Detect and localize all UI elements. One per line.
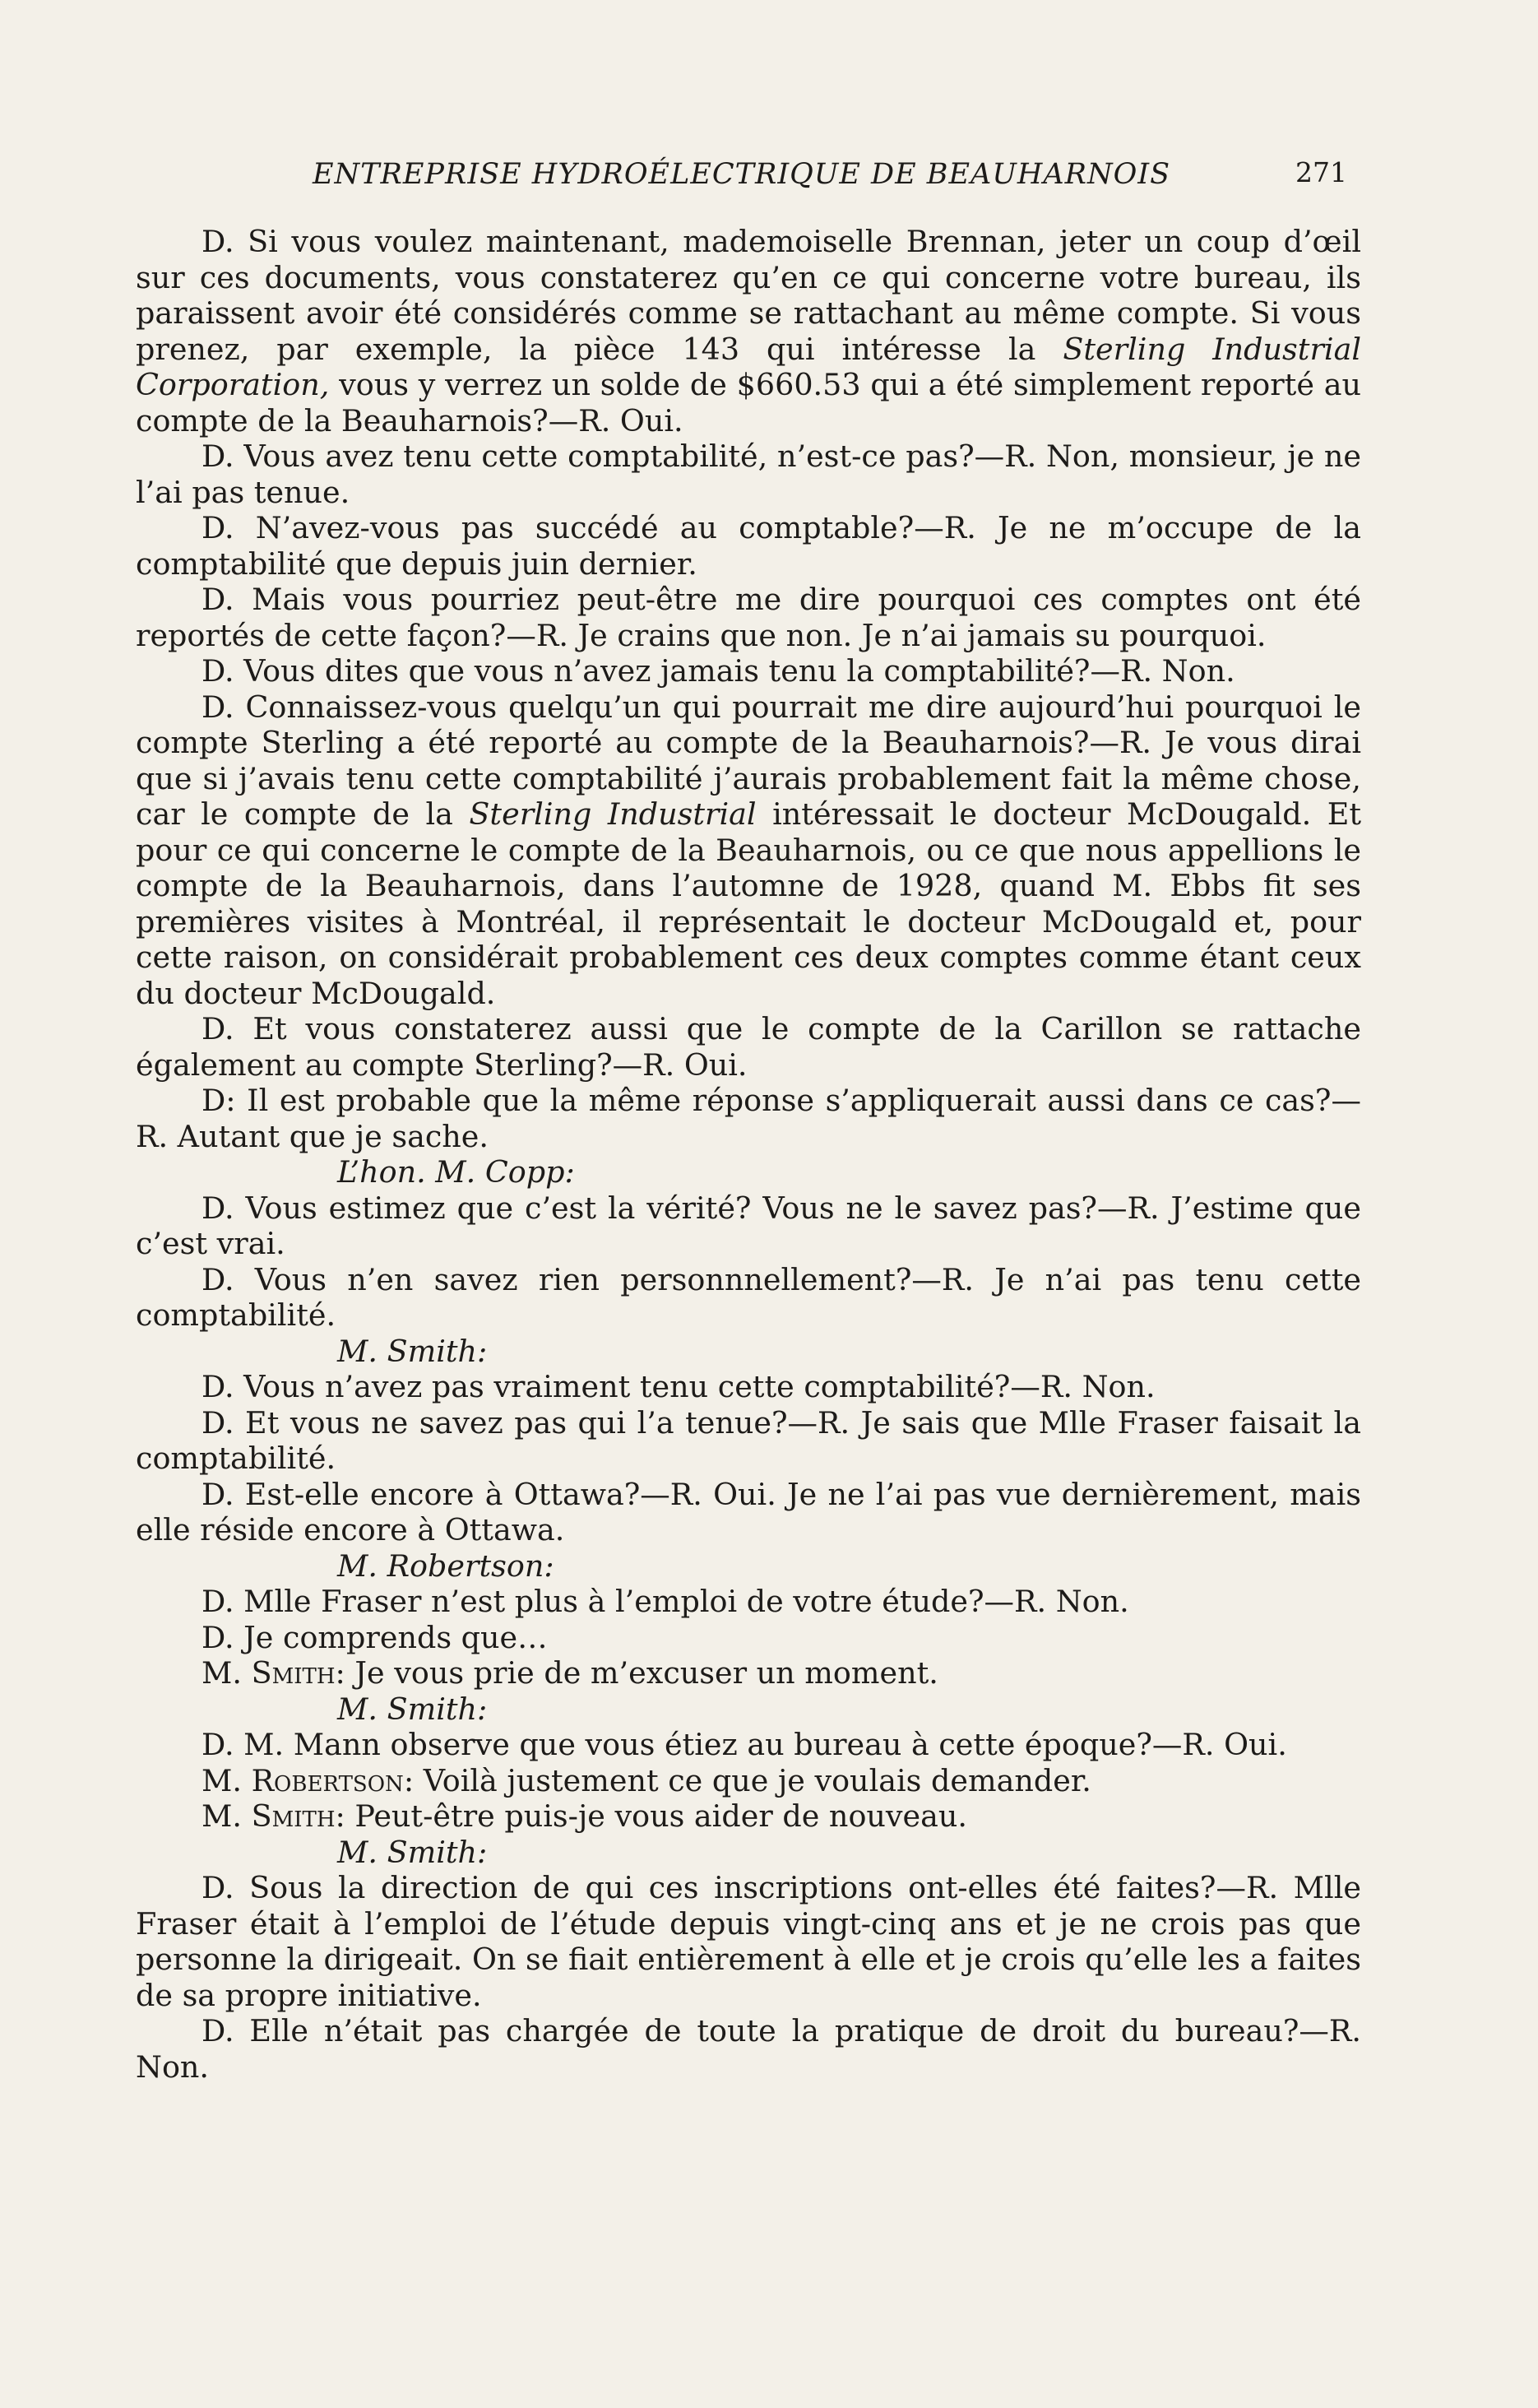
paragraph-text: : Je vous prie de m’excuser un moment.	[335, 1655, 938, 1691]
speaker-heading: M. Robertson:	[337, 1547, 554, 1584]
speaker-name: Robertson	[251, 1762, 404, 1798]
speaker-name: Smith	[251, 1798, 336, 1834]
speaker-name: Smith	[251, 1655, 336, 1691]
paragraph-text: : Voilà justement ce que je voulais demander.	[403, 1762, 1091, 1798]
transcript-body	[136, 224, 1361, 2085]
paragraph-text: D. Si vous voulez maintenant, mademoiselle Brennan, jeter un coup d’œil sur ces documents, vous constaterez qu’en ce qui concerne votre bureau, ils paraissent avoir été considérés comme se rattachant au même compte. Si vous prenez, par exemple, la pièce 143 qui intéresse la	[136, 224, 1361, 367]
paragraph: D. Vous n’en savez rien personnnellement?—R. Je n’ai pas tenu cette comptabilité.	[136, 1261, 1361, 1333]
speaker-heading: M. Smith:	[337, 1333, 488, 1369]
paragraph	[136, 1655, 1361, 1691]
paragraph	[136, 1763, 1361, 1799]
speaker-heading: M. Smith:	[337, 1691, 488, 1727]
paragraph-text: M.	[202, 1762, 252, 1798]
paragraph: D. M. Mann observe que vous étiez au bureau à cette époque?—R. Oui.	[202, 1727, 1287, 1762]
paragraph: D. Et vous constaterez aussi que le compte de la Carillon se rattache également au compte Sterling?—R. Oui.	[136, 1011, 1361, 1083]
paragraph	[136, 1798, 1361, 1835]
paragraph-text: M.	[202, 1655, 252, 1691]
paragraph: D. Mais vous pourriez peut-être me dire pourquoi ces comptes ont été reportés de cette façon?—R. Je crains que non. Je n’ai jamais su pourquoi.	[136, 582, 1361, 653]
paragraph-text: D. Connaissez-vous quelqu’un qui pourrait me dire aujourd’hui pourquoi le compte Sterling a été reporté au compte de la Beauharnois?—R. Je vous dirai que si j’avais tenu cette comptabilité j’aurais probablement fait la même chose, car le compte de la	[136, 689, 1361, 832]
speaker-heading: L’hon. M. Copp:	[337, 1154, 575, 1190]
paragraph: D. Elle n’était pas chargée de toute la pratique de droit du bureau?—R. Non.	[136, 2013, 1361, 2085]
paragraph	[136, 224, 1361, 438]
paragraph: D. Et vous ne savez pas qui l’a tenue?—R. Je sais que Mlle Fraser faisait la comptabilité.	[136, 1404, 1361, 1476]
paragraph: D. Vous dites que vous n’avez jamais tenu la comptabilité?—R. Non.	[202, 653, 1235, 689]
running-title: ENTREPRISE HYDROÉLECTRIQUE DE BEAUHARNOIS	[313, 158, 1171, 191]
page-number: 271	[1295, 156, 1347, 188]
company-name: Sterling Industrial	[469, 796, 757, 832]
paragraph-text: vous y verrez un solde de $660.53 qui a été simplement reporté au compte de la Beauharnois?—R. Oui.	[136, 367, 1361, 438]
paragraph: D. Vous avez tenu cette comptabilité, n’est-ce pas?—R. Non, monsieur, je ne l’ai pas tenue.	[136, 438, 1361, 510]
paragraph: D. Vous estimez que c’est la vérité? Vous ne le savez pas?—R. J’estime que c’est vrai.	[136, 1190, 1361, 1261]
paragraph: D. Sous la direction de qui ces inscriptions ont-elles été faites?—R. Mlle Fraser était à l’emploi de l’étude depuis vingt-cinq ans et je ne crois pas que personne la dirigeait. On se fiait entièrement à elle et je crois qu’elle les a faites de sa propre initiative.	[136, 1870, 1361, 2013]
paragraph-text: M.	[202, 1798, 252, 1834]
company-name: Sterling Industrial Corporation,	[136, 331, 1362, 402]
paragraph: D. Est-elle encore à Ottawa?—R. Oui. Je ne l’ai pas vue dernièrement, mais elle réside encore à Ottawa.	[136, 1476, 1361, 1547]
speaker-heading: M. Smith:	[337, 1834, 488, 1870]
paragraph: D: Il est probable que la même réponse s’appliquerait aussi dans ce cas?—R. Autant que je sache.	[136, 1083, 1361, 1154]
paragraph-text: intéressait le docteur McDougald. Et pour ce qui concerne le compte de la Beauharnois, ou ce que nous appellions le compte de la Beauharnois, dans l’automne de 1928, quand M. Ebbs fit ses premières visites à Montréal, il représentait le docteur McDougald et, pour cette raison, on considérait probablement ces deux comptes comme étant ceux du docteur McDougald.	[136, 796, 1362, 1011]
paragraph: D. N’avez-vous pas succédé au comptable?—R. Je ne m’occupe de la comptabilité que depuis juin dernier.	[136, 510, 1361, 582]
paragraph: D. Mlle Fraser n’est plus à l’emploi de votre étude?—R. Non.	[202, 1584, 1129, 1619]
paragraph	[136, 689, 1361, 1012]
paragraph: D. Vous n’avez pas vraiment tenu cette comptabilité?—R. Non.	[202, 1369, 1156, 1404]
paragraph-text: : Peut-être puis-je vous aider de nouveau.	[335, 1798, 968, 1834]
paragraph: D. Je comprends que…	[202, 1619, 548, 1655]
